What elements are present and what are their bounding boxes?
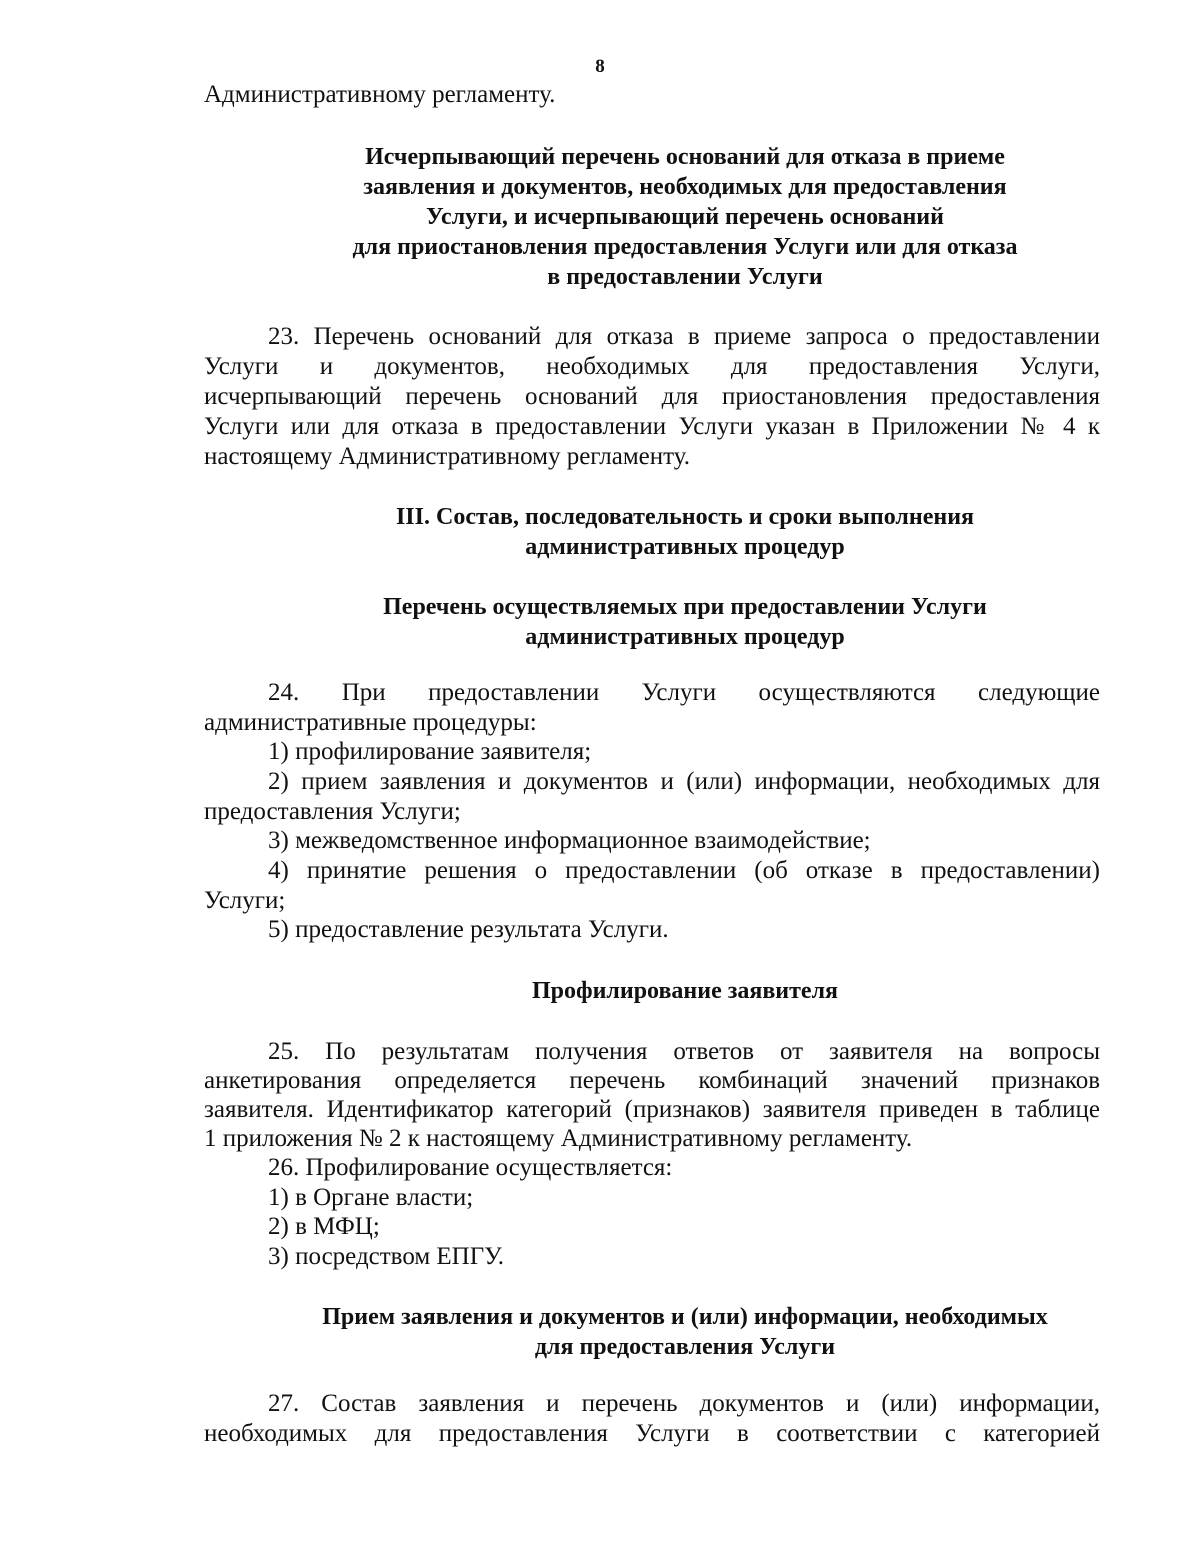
list-item: 4) принятие решения о предоставлении (об отказе в предоставлении)	[268, 857, 1100, 884]
heading-line: административных процедур	[525, 534, 845, 560]
heading-line: заявления и документов, необходимых для предоставления	[363, 174, 1007, 200]
heading-applicant-profiling	[200, 976, 1170, 1006]
paragraph-23-line: 23. Перечень оснований для отказа в приеме запроса о предоставлении	[268, 323, 1100, 350]
page-number: 8	[595, 56, 605, 77]
heading-line: Исчерпывающий перечень оснований для отказа в приеме	[365, 144, 1005, 170]
list-item: 1) профилирование заявителя;	[268, 738, 592, 765]
list-item-continuation: предоставления Услуги;	[204, 798, 461, 825]
paragraph-23-line: Услуги или для отказа в предоставлении Услуги указан в Приложении № 4 к	[204, 413, 1100, 440]
paragraph-23-line: Услуги и документов, необходимых для предоставления Услуги,	[204, 353, 1100, 380]
list-item-continuation: Услуги;	[204, 887, 286, 914]
heading-line: Услуги, и исчерпывающий перечень оснований	[426, 204, 944, 230]
heading-line: для приостановления предоставления Услуги или для отказа	[352, 234, 1018, 260]
heading-procedures-list	[200, 592, 1170, 652]
paragraph-24-line: административные процедуры:	[204, 709, 537, 736]
heading-line: Профилирование заявителя	[531, 978, 839, 1004]
heading-line: Перечень осуществляемых при предоставлении Услуги	[383, 594, 987, 620]
heading-line: III. Состав, последовательность и сроки выполнения	[395, 504, 975, 530]
paragraph-26-line: 26. Профилирование осуществляется:	[268, 1154, 673, 1181]
list-item: 2) в МФЦ;	[268, 1213, 380, 1240]
list-item: 2) прием заявления и документов и (или) информации, необходимых для	[268, 768, 1100, 795]
heading-section-iii	[200, 502, 1170, 562]
paragraph-23-line: настоящему Административному регламенту.	[204, 443, 690, 470]
list-item: 1) в Органе власти;	[268, 1184, 474, 1211]
paragraph-25-line: 25. По результатам получения ответов от заявителя на вопросы	[268, 1038, 1100, 1065]
heading-line: в предоставлении Услуги	[547, 264, 823, 290]
heading-application-intake	[200, 1302, 1170, 1362]
paragraph-23-line: исчерпывающий перечень оснований для приостановления предоставления	[204, 383, 1100, 410]
paragraph-27-line: необходимых для предоставления Услуги в соответствии с категорией	[204, 1420, 1100, 1447]
heading-line: административных процедур	[525, 624, 845, 650]
paragraph-24-line: 24. При предоставлении Услуги осуществляются следующие	[268, 679, 1100, 706]
heading-line: Прием заявления и документов и (или) информации, необходимых	[322, 1304, 1048, 1330]
paragraph-25-line: анкетирования определяется перечень комбинаций значений признаков	[204, 1067, 1100, 1094]
list-item: 5) предоставление результата Услуги.	[268, 916, 669, 943]
heading-line: для предоставления Услуги	[534, 1334, 836, 1360]
paragraph-25-line: заявителя. Идентификатор категорий (признаков) заявителя приведен в таблице	[204, 1096, 1100, 1123]
top-line: Административному регламенту.	[204, 81, 556, 108]
paragraph-27-line: 27. Состав заявления и перечень документов и (или) информации,	[268, 1390, 1100, 1417]
paragraph-25-line: 1 приложения № 2 к настоящему Административному регламенту.	[204, 1125, 913, 1152]
heading-refusal-grounds	[200, 142, 1170, 292]
list-item: 3) посредством ЕПГУ.	[268, 1243, 505, 1270]
list-item: 3) межведомственное информационное взаимодействие;	[268, 827, 871, 854]
